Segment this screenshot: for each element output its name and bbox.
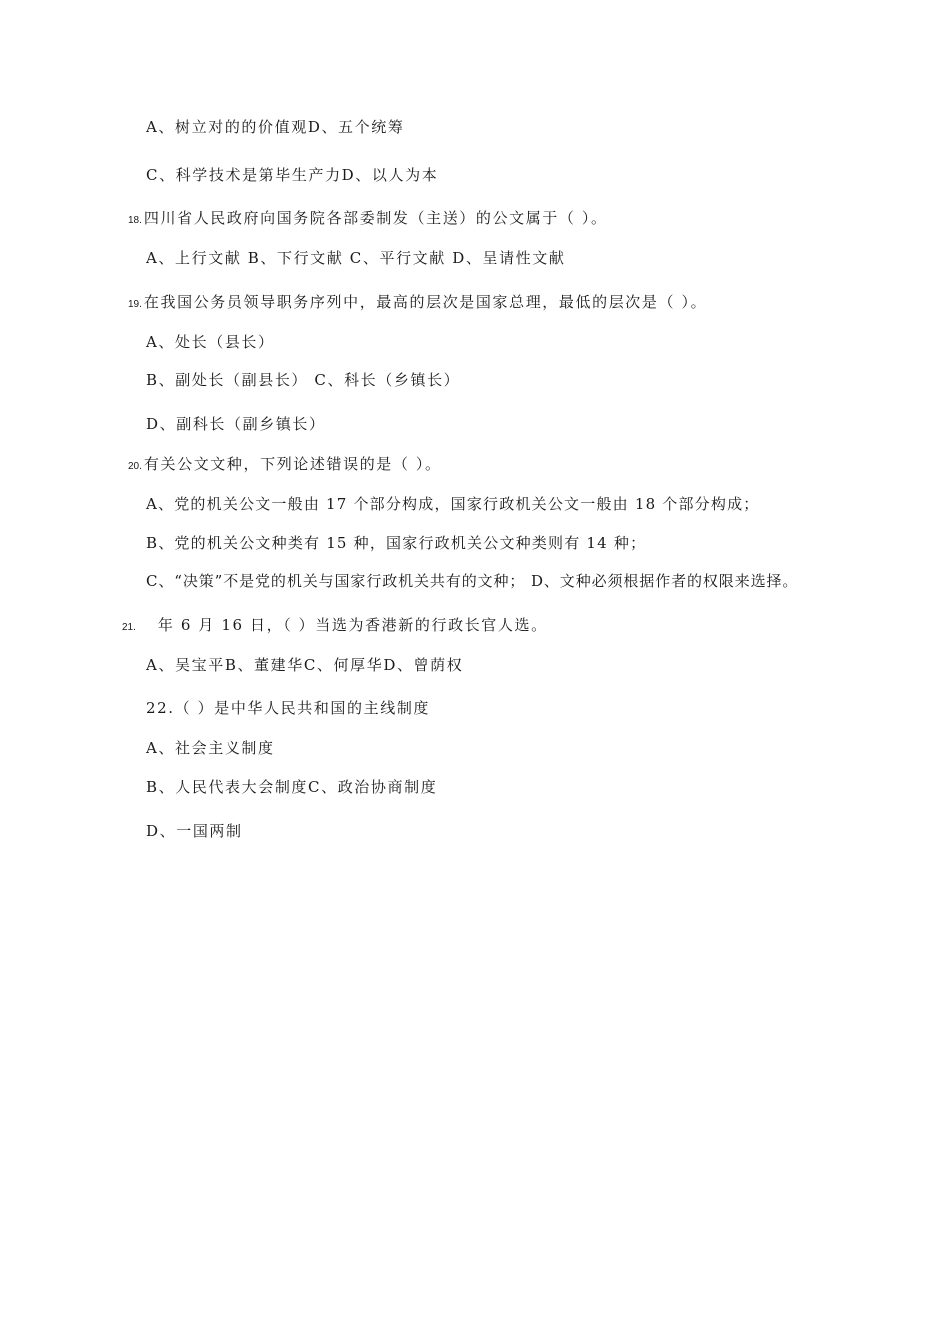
line-text: D、一国两制	[146, 822, 243, 840]
line-text: B、人民代表大会制度C、政治协商制度	[146, 778, 438, 796]
question-number: 19.	[128, 299, 142, 310]
line-text: D、副科长（副乡镇长）	[146, 415, 326, 433]
option-line	[146, 117, 404, 137]
line-text: A、社会主义制度	[146, 739, 275, 757]
line-text: A、上行文献 B、下行文献 C、平行文献 D、呈请性文献	[146, 249, 566, 267]
line-text: A、吴宝平B、董建华C、何厚华D、曾荫权	[146, 656, 464, 674]
line-text: C、科学技术是第毕生产力D、以人为本	[146, 166, 439, 184]
line-text: B、党的机关公文种类有 15 种，国家行政机关公文种类则有 14 种；	[146, 534, 647, 552]
line-text: B、副处长（副县长） C、科长（乡镇长）	[146, 371, 461, 389]
question-22	[146, 698, 430, 718]
option-line	[146, 571, 798, 591]
question-number: 20.	[128, 461, 142, 472]
option-line	[146, 738, 275, 758]
question-text: 有关公文文种，下列论述错误的是（ ）。	[143, 455, 442, 473]
line-text: A、树立对的的价值观D、五个统筹	[146, 118, 405, 136]
question-21	[122, 615, 548, 638]
line-text: A、处长（县长）	[146, 333, 275, 351]
line-text: C、“决策”不是党的机关与国家行政机关共有的文种； D、文种必须根据作者的权限来选择。	[146, 572, 799, 590]
question-text: 在我国公务员领导职务序列中，最高的层次是国家总理，最低的层次是（ ）。	[143, 293, 708, 311]
option-line	[146, 370, 460, 390]
question-19	[128, 292, 707, 315]
question-number: 21.	[122, 622, 136, 633]
option-line	[146, 533, 646, 553]
option-line	[146, 248, 565, 268]
option-line	[146, 332, 275, 352]
question-text: 年 6 月 16 日，（ ）当选为香港新的行政长官人选。	[157, 616, 548, 634]
option-line	[146, 494, 759, 514]
option-line	[146, 655, 463, 675]
option-line	[146, 414, 326, 434]
question-20	[128, 454, 442, 477]
option-line	[146, 821, 243, 841]
question-number: 18.	[128, 215, 142, 226]
question-18	[128, 208, 608, 231]
line-text: A、党的机关公文一般由 17 个部分构成，国家行政机关公文一般由 18 个部分构成；	[146, 495, 760, 513]
question-text: 四川省人民政府向国务院各部委制发（主送）的公文属于（ ）。	[143, 209, 608, 227]
option-line	[146, 777, 437, 797]
option-line	[146, 165, 438, 185]
question-text: 22.（ ）是中华人民共和国的主线制度	[146, 699, 431, 717]
